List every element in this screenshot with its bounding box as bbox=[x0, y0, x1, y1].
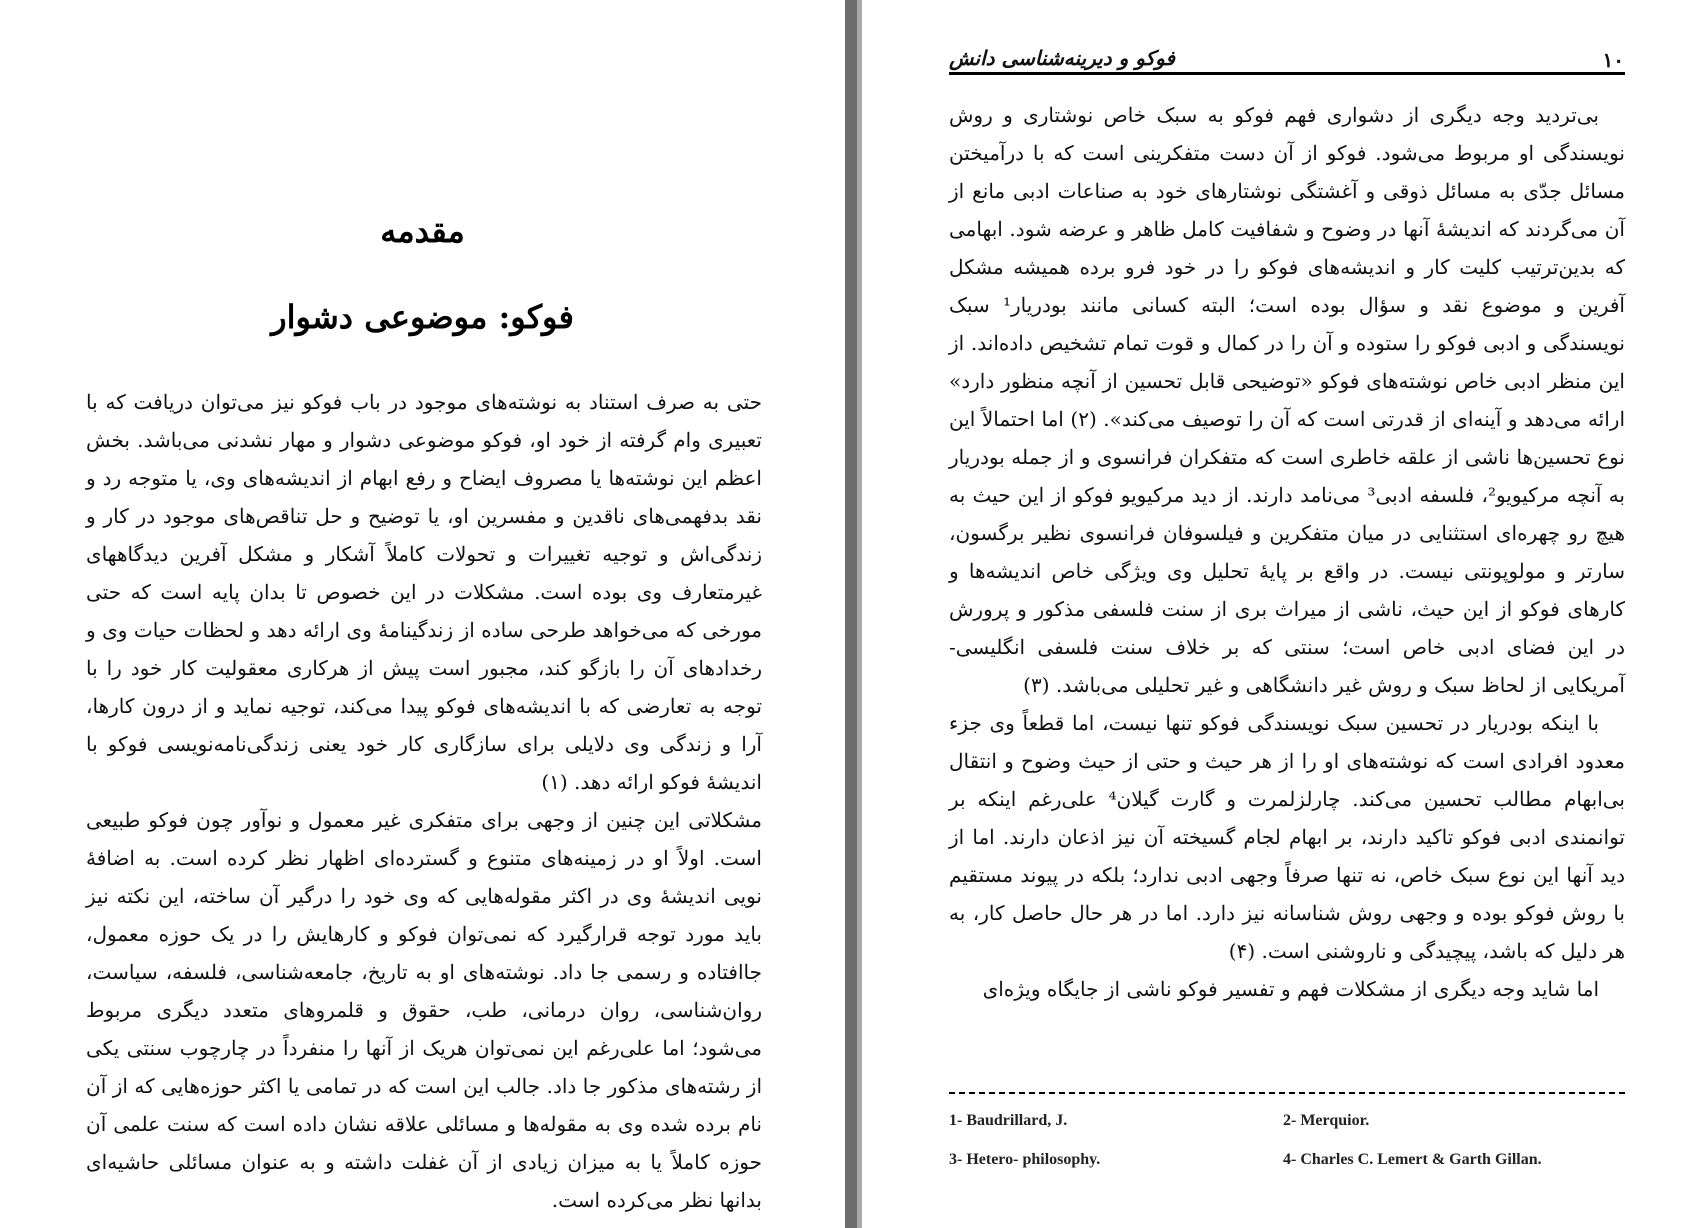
left-paragraph-2: مشکلاتی این چنین از وجهی برای متفکری غیر معمول و نوآور چون فوکو طبیعی است. اولاً او در زمینه‌های متنوع و گسترده‌ای اظهار نظر کرده است. به اضافهٔ نویی اندیشهٔ وی در اکثر مقوله‌هایی که وی خود را درگیر آن ساخته، این نکته نیز باید مورد توجه قرارگیرد که نمی‌توان فوکو و کارهایش را در یک حوزه معمول، جاافتاده و رسمی جا داد. نوشته‌های او به تاریخ، جامعه‌شناسی، فلسفه، سیاست، روان‌شناسی، روان درمانی، طب، حقوق و قلمروهای متعدد دیگری مربوط می‌شود؛ اما علی‌رغم این نمی‌توان هریک از آنها را منفرداً در چارچوب سنتی یکی از رشته‌های مذکور جا داد. جالب این است که در تمامی یا اکثر حوزه‌هایی که از آن نام برده شده وی به مقوله‌ها و مسائلی علاقه نشان داده است که سنت علمی آن حوزه کاملاً یا به میزان زیادی از آن غفلت داشته و به عنوان مسائلی حاشیه‌ای بدانها نظر می‌کرده است. bbox=[86, 808, 762, 1212]
left-paragraph-1: حتی به صرف استناد به نوشته‌های موجود در باب فوکو نیز می‌توان دریافت که با تعبیری وام گرفته از خود او، فوکو موضوعی دشوار و مهار نشدنی می‌باشد. بخش اعظم این نوشته‌ها یا مصروف ایضاح و رفع ابهام از اندیشه‌های وی، یا متوجه رد و نقد بدفهمی‌های ناقدین و مفسرین او، یا توضیح و حل تناقص‌های موجود در کار و زندگی‌اش و توجیه تغییرات و تحولات کاملاً آشکار و مشکل آفرین دیدگاههای غیرمتعارف وی بوده است. مشکلات در این خصوص تا بدان پایه است که حتی مورخی که می‌خواهد طرحی ساده از زندگینامهٔ وی ارائه دهد و لحظات حیات وی و رخدادهای آن را بازگو کند، مجبور است پیش از هرکاری معقولیت کار خود را با توجه به تعارضی که با اندیشه‌های فوکو پیدا می‌کند، توجیه نماید و از درون کارها، آرا و زندگی وی دلایلی برای سازگاری کار خود یعنی زندگی‌نامه‌نویسی فوکو با اندیشهٔ فوکو ارائه دهد. (۱) bbox=[86, 390, 762, 794]
right-page-body bbox=[949, 96, 1625, 1008]
footnote-4: 4- Charles C. Lemert & Garth Gillan. bbox=[1283, 1151, 1542, 1168]
right-paragraph-3: اما شاید وجه دیگری از مشکلات فهم و تفسیر فوکو ناشی از جایگاه ویژه‌ای bbox=[982, 977, 1599, 1001]
left-page-body bbox=[86, 383, 762, 1219]
right-paragraph-2: با اینکه بودریار در تحسین سبک نویسندگی فوکو تنها نیست، اما قطعاً وی جزء معدود افرادی است که نوشته‌های او را از هر حیث و حتی از حیث وضوح و انتقال بی‌ابهام مطالب تحسین می‌کند. چارلزلمرت و گارت گیلان⁴ علی‌رغم اینکه بر توانمندی ادبی فوکو تاکید دارند، بر ابهام لجام گسیخته آن نیز اذعان دارند. اما از دید آنها این نوع سبک خاص، نه تنها صرفاً وجهی ادبی ندارد؛ بلکه در پیوند مستقیم با روش فوکو بوده و وجهی روش شناسانه نیز دارد. اما در هر حال حاصل کار، به هر دلیل که باشد، پیچیدگی و ناروشنی است. (۴) bbox=[949, 711, 1625, 963]
header-rule bbox=[949, 72, 1625, 75]
page-number: ۱۰ bbox=[1602, 48, 1624, 72]
left-page bbox=[0, 0, 845, 1228]
footnote-divider bbox=[949, 1092, 1625, 1094]
footnote-2: 2- Merquior. bbox=[1283, 1112, 1370, 1129]
chapter-title: مقدمه bbox=[380, 212, 465, 250]
footnote-1: 1- Baudrillard, J. bbox=[949, 1112, 1068, 1129]
running-head: فوکو و دیرینه‌شناسی دانش bbox=[949, 46, 1175, 70]
right-page bbox=[862, 0, 1699, 1228]
chapter-subtitle: فوکو: موضوعی دشوار bbox=[271, 298, 574, 336]
right-paragraph-1: بی‌تردید وجه دیگری از دشواری فهم فوکو به سبک خاص نوشتاری و روش نویسندگی او مربوط می‌شود. فوکو از آن دست متفکرینی است که با درآمیختن مسائل جدّی به مسائل ذوقی و آغشتگی نوشتارهای خود به صناعات ادبی مانع از آن می‌گردند که اندیشهٔ آنها در وضوح و شفافیت کامل ظاهر و عرضه شود. ابهامی که بدین‌ترتیب کلیت کار و اندیشه‌های فوکو را در خود فرو برده همیشه مشکل آفرین و موضوع نقد و سؤال بوده است؛ البته کسانی مانند بودریار¹ سبک نویسندگی و ادبی فوکو را ستوده و آن را در کمال و قوت تمام تشخیص داده‌اند. از این منظر ادبی خاص نوشته‌های فوکو «توضیحی قابل تحسین از آنچه منظور دارد» ارائه می‌دهد و آینه‌ای از قدرتی است که آن را توصیف می‌کند». (۲) اما احتمالاً این نوع تحسین‌ها ناشی از علقه خاطری است که متفکران فرانسوی و از جمله بودریار به آنچه مرکیویو²، فلسفه ادبی³ می‌نامد دارند. از دید مرکیویو فوکو از این حیث به هیچ رو چهره‌ای استثنایی در میان متفکرین و فیلسوفان فرانسوی نظیر برگسون، سارتر و مولوپونتی نیست. در واقع بر پایهٔ تحلیل وی ویژگی خاص اندیشه‌ها و کارهای فوکو از این حیث، ناشی از میراث بری از سنت فلسفی مذکور و پرورش در این فضای ادبی خاص است؛ سنتی که بر خلاف سنت فلسفی انگلیسی- آمریکایی از لحاظ سبک و روش غیر دانشگاهی و غیر تحلیلی می‌باشد. (۳) bbox=[949, 103, 1626, 697]
footnote-3: 3- Hetero- philosophy. bbox=[949, 1151, 1101, 1168]
book-spine bbox=[845, 0, 857, 1228]
